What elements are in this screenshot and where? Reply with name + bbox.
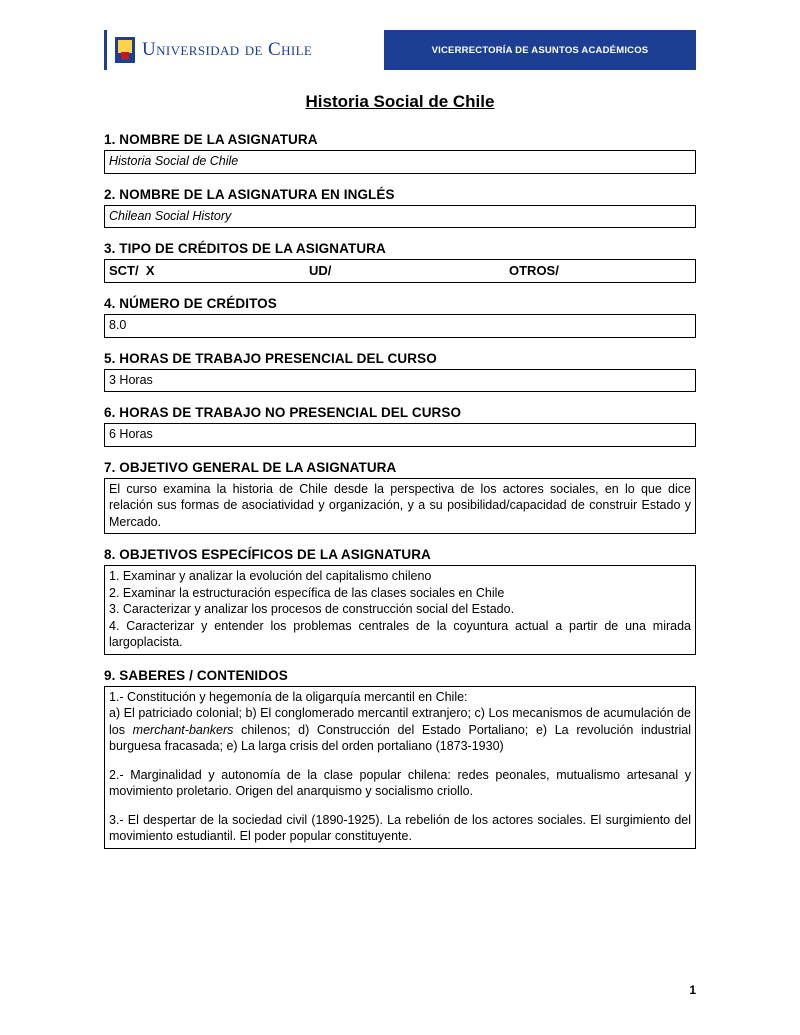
page-title: Historia Social de Chile [305, 92, 495, 111]
field-non-presential-hours: 6 Horas [104, 423, 696, 447]
contents-paragraph-3: 3.- El despertar de la sociedad civil (1890-1925). La rebelión de los actores sociales. El surgimiento del movimiento estudiantil. El poder popular constituyente. [109, 812, 691, 844]
credit-type-row [109, 262, 691, 279]
header-banner [104, 30, 696, 70]
contents-p1-intro: 1.- Constitución y hegemonía de la oligarquía mercantil en Chile: [109, 689, 468, 704]
section-heading-2: 2. NOMBRE DE LA ASIGNATURA EN INGLÉS [104, 186, 395, 202]
page-number: 1 [689, 983, 696, 997]
office-name: VICERRECTORÍA DE ASUNTOS ACADÉMICOS [384, 30, 696, 70]
section-heading-4: 4. NÚMERO DE CRÉDITOS [104, 296, 277, 312]
section-heading-3: 3. TIPO DE CRÉDITOS DE LA ASIGNATURA [104, 241, 386, 256]
field-presential-hours: 3 Horas [104, 369, 696, 393]
contents-p1-italic-term: merchant-bankers [132, 722, 234, 737]
objective-item: 1. Examinar y analizar la evolución del capitalismo chileno [109, 569, 432, 584]
objective-item: 4. Caracterizar y entender los problemas centrales de la coyuntura actual a partir de una mirada largoplacista. [109, 618, 691, 650]
section-heading-8: 8. OBJETIVOS ESPECÍFICOS DE LA ASIGNATURA [104, 547, 431, 563]
university-crest-icon [115, 37, 135, 63]
credit-type-ud: UD/ [309, 263, 332, 278]
credit-type-sct: SCT/ X [109, 263, 155, 278]
field-contents [104, 686, 696, 849]
contents-p1-part-b: chilenos; d) Construcción del Estado Portaliano; e) La revolución industrial burguesa fracasada; e) La larga crisis del orden portaliano (1873-1930) [109, 722, 691, 754]
university-name: Universidad de Chile [142, 39, 313, 60]
field-general-objective: El curso examina la historia de Chile desde la perspectiva de los actores sociales, en lo que dice relación sus formas de asociatividad y organización, y a su posibilidad/capacidad de construir Estado y Mercado. [104, 478, 696, 535]
objective-item: 2. Examinar la estructuración específica de las clases sociales en Chile [109, 585, 505, 600]
section-heading-9: 9. SABERES / CONTENIDOS [104, 667, 288, 683]
credit-type-otros: OTROS/ [509, 263, 559, 278]
field-credit-type [104, 259, 696, 283]
contents-p1-part-a: a) El patriciado colonial; b) El conglomerado mercantil extranjero; c) Los mecanismos de acumulación de los [109, 706, 691, 737]
section-heading-5: 5. HORAS DE TRABAJO PRESENCIAL DEL CURSO [104, 350, 437, 366]
contents-paragraph-1 [109, 689, 691, 755]
contents-paragraph-2: 2.- Marginalidad y autonomía de la clase popular chilena: redes peonales, mutualismo artesanal y movimiento proletario. Origen del anarquismo y socialismo criollo. [109, 767, 691, 799]
field-credit-number: 8.0 [104, 314, 696, 338]
objective-item: 3. Caracterizar y analizar los procesos de construcción social del Estado. [109, 602, 515, 617]
field-course-name: Historia Social de Chile [104, 150, 696, 174]
university-logo-block [104, 30, 384, 70]
section-heading-7: 7. OBJETIVO GENERAL DE LA ASIGNATURA [104, 459, 397, 475]
section-heading-6: 6. HORAS DE TRABAJO NO PRESENCIAL DEL CURSO [104, 405, 462, 421]
field-specific-objectives [104, 565, 696, 655]
section-heading-1: 1. NOMBRE DE LA ASIGNATURA [104, 132, 318, 147]
field-course-name-english: Chilean Social History [104, 205, 696, 229]
